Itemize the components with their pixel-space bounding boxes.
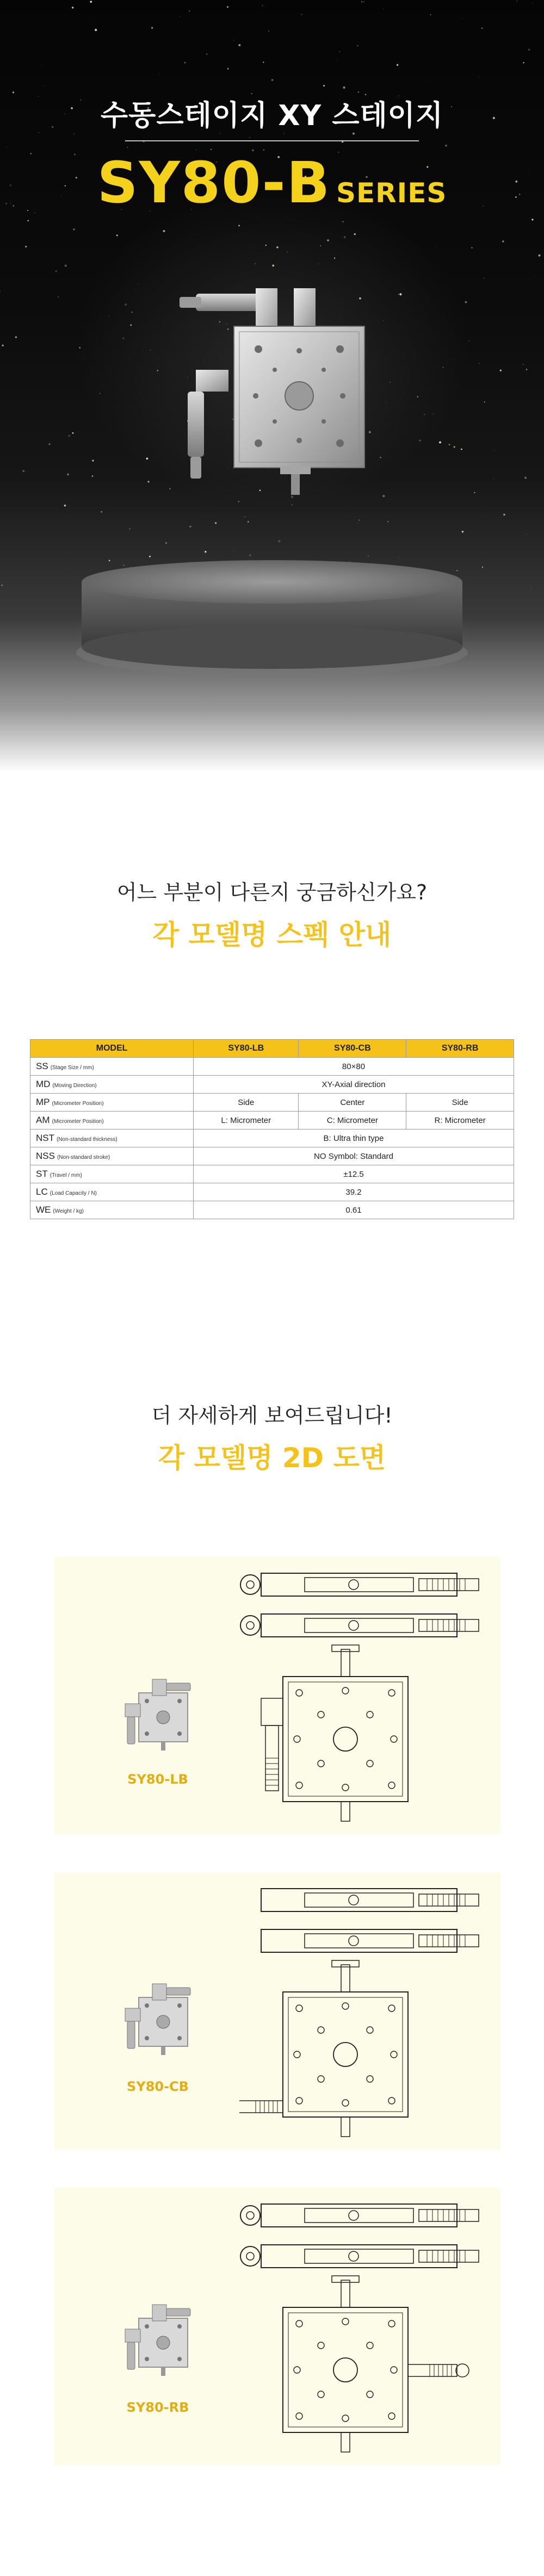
spec-value: NO Symbol: Standard (194, 1147, 514, 1165)
col-header-lb: SY80-LB (194, 1040, 299, 1058)
spec-table (30, 1039, 514, 1219)
spec-label (30, 1094, 194, 1112)
xy-stage-product-image (158, 256, 386, 506)
spec-label (30, 1165, 194, 1183)
spec-row-mp (30, 1094, 514, 1112)
display-pedestal (71, 560, 473, 680)
spec-code: ST (36, 1169, 48, 1179)
spec-row-md (30, 1076, 514, 1094)
spec-value: Side (406, 1094, 514, 1112)
spec-label (30, 1129, 194, 1147)
spec-desc: (Non-standard thickness) (57, 1137, 118, 1143)
spec-table-header-row (30, 1040, 514, 1058)
col-header-cb: SY80-CB (299, 1040, 406, 1058)
spec-label (30, 1201, 194, 1219)
spec-label (30, 1112, 194, 1129)
drawings-title: 각 모델명 2D 도면 (158, 1442, 386, 1474)
spec-desc: (Micrometer Position) (52, 1101, 104, 1107)
spec-value: C: Micrometer (299, 1112, 406, 1129)
spec-value: Center (299, 1094, 406, 1112)
spec-row-nst (30, 1129, 514, 1147)
spec-desc: (Load Capacity / N) (50, 1190, 97, 1196)
spec-desc: (Moving Direction) (52, 1083, 97, 1089)
product-thumbnail (114, 1976, 207, 2057)
drawing-panel-sy80-cb (54, 1872, 500, 2150)
model-name: SY80-B (97, 150, 331, 216)
spec-code: MD (36, 1079, 51, 1089)
spec-value: ±12.5 (194, 1165, 514, 1183)
series-label: SERIES (336, 177, 447, 209)
spec-row-am (30, 1112, 514, 1129)
spec-value: 39.2 (194, 1183, 514, 1201)
drawing-panel-sy80-rb (54, 2188, 500, 2465)
spec-row-lc (30, 1183, 514, 1201)
drawings-section-header (0, 1399, 544, 1475)
spec-label (30, 1076, 194, 1094)
spec-value: 80×80 (194, 1058, 514, 1076)
hero-divider (125, 140, 419, 141)
spec-value: R: Micrometer (406, 1112, 514, 1129)
spec-row-nss (30, 1147, 514, 1165)
spec-value: L: Micrometer (194, 1112, 299, 1129)
spec-desc: (Non-standard stroke) (57, 1154, 110, 1160)
spec-row-st (30, 1165, 514, 1183)
spec-desc: (Weight / kg) (53, 1208, 84, 1214)
hero-title: 수동스테이지 XY 스테이지 (100, 100, 444, 132)
panel-model-label: SY80-RB (126, 2400, 189, 2415)
spec-code: NST (36, 1133, 54, 1143)
hero-banner (0, 0, 544, 772)
spec-code: AM (36, 1115, 50, 1125)
hero-model-name (0, 150, 544, 216)
col-header-rb: SY80-RB (406, 1040, 514, 1058)
spec-code: MP (36, 1097, 50, 1107)
spec-value: B: Ultra thin type (194, 1129, 514, 1147)
2d-technical-drawing (239, 2199, 484, 2454)
spec-code: NSS (36, 1151, 55, 1161)
2d-technical-drawing (239, 1883, 484, 2139)
drawing-panel-sy80-lb (54, 1557, 500, 1834)
spec-desc: (Stage Size / mm) (50, 1065, 94, 1071)
spec-row-ss (30, 1058, 514, 1076)
spec-title: 각 모델명 스펙 안내 (152, 919, 392, 951)
col-header-model: MODEL (30, 1040, 194, 1058)
spec-value: XY-Axial direction (194, 1076, 514, 1094)
product-thumbnail (114, 2296, 207, 2378)
spec-value: Side (194, 1094, 299, 1112)
spec-code: LC (36, 1187, 48, 1197)
2d-technical-drawing (239, 1568, 484, 1823)
spec-code: SS (36, 1061, 48, 1071)
spec-label (30, 1183, 194, 1201)
spec-question: 어느 부분이 다른지 궁금하신가요? (116, 880, 428, 904)
panel-model-label: SY80-LB (127, 1772, 188, 1787)
spec-desc: (Travel / mm) (50, 1172, 82, 1178)
spec-section-header (0, 876, 544, 952)
spec-label (30, 1058, 194, 1076)
spec-label (30, 1147, 194, 1165)
drawings-question: 더 자세하게 보여드립니다! (151, 1404, 393, 1427)
spec-row-we (30, 1201, 514, 1219)
product-thumbnail (114, 1671, 207, 1753)
spec-desc: (Micrometer Position) (52, 1119, 104, 1125)
panel-model-label: SY80-CB (127, 2079, 189, 2094)
spec-code: WE (36, 1205, 51, 1215)
spec-value: 0.61 (194, 1201, 514, 1219)
